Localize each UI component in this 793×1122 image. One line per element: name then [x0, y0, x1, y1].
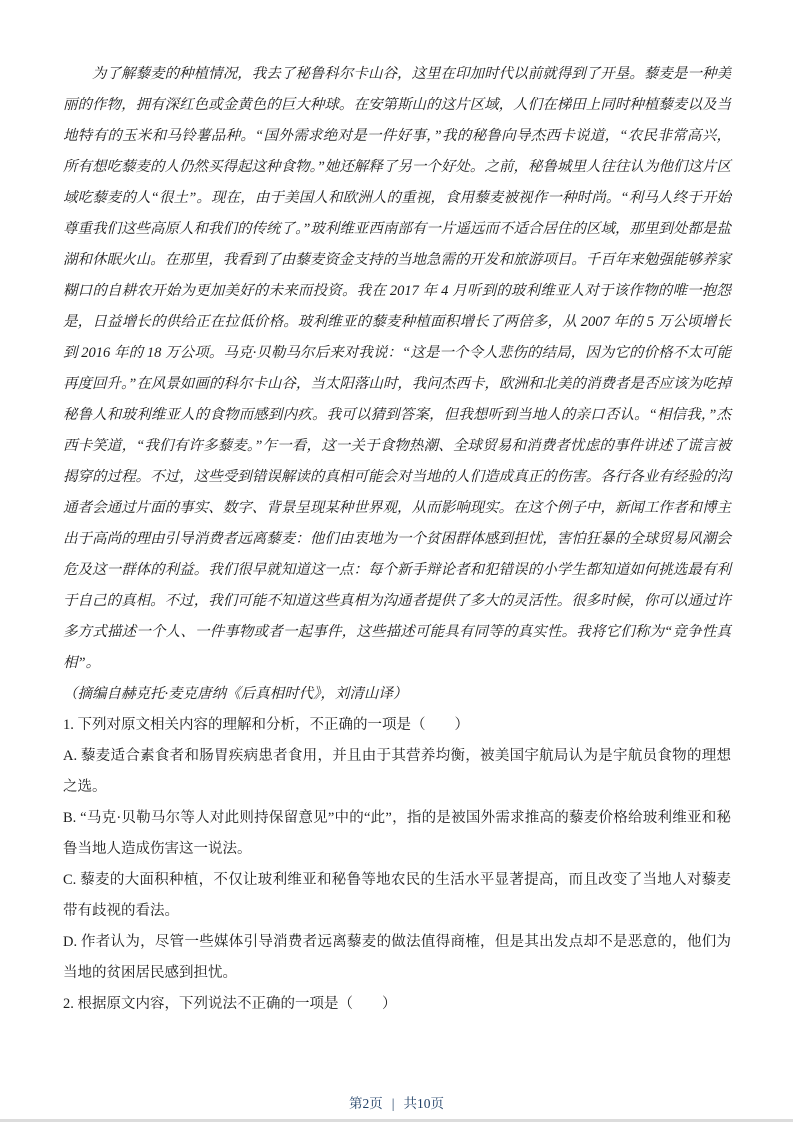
- passage-attribution: （摘编自赫克托·麦克唐纳《后真相时代》，刘清山译）: [63, 686, 408, 702]
- exam-content: [63, 59, 731, 1020]
- page-number: 第2页: [349, 1096, 383, 1111]
- question-1-option-c: C. 藜麦的大面积种植，不仅让玻利维亚和秘鲁等地农民的生活水平显著提高，而且改变了当地人对藜麦带有歧视的看法。: [63, 872, 731, 919]
- question-1: [63, 710, 731, 989]
- question-2: [63, 989, 731, 1020]
- question-1-option-b: B. “马克·贝勒马尔等人对此则持保留意见”中的“此”，指的是被国外需求推高的藜麦价格给玻利维亚和秘鲁当地人造成伤害这一说法。: [63, 810, 731, 857]
- question-1-option-d: D. 作者认为，尽管一些媒体引导消费者远离藜麦的做法值得商榷，但是其出发点却不是恶意的，他们为当地的贫困居民感到担忧。: [63, 934, 731, 981]
- footer-separator: |: [391, 1096, 395, 1111]
- page-footer: [0, 1092, 793, 1112]
- question-2-stem: 2. 根据原文内容，下列说法不正确的一项是（ ）: [63, 996, 397, 1012]
- question-1-option-a: A. 藜麦适合素食者和肠胃疾病患者食用，并且由于其营养均衡，被美国宇航局认为是宇航员食物的理想之选。: [63, 748, 731, 795]
- question-1-stem: 1. 下列对原文相关内容的理解和分析，不正确的一项是（ ）: [63, 717, 469, 733]
- page-total: 共10页: [403, 1096, 444, 1111]
- passage-paragraph: 为了解藜麦的种植情况，我去了秘鲁科尔卡山谷，这里在印加时代以前就得到了开垦。藜麦是一种美丽的作物，拥有深红色或金黄色的巨大种球。在安第斯山的这片区域，人们在梯田上同时种植藜麦以及当地特有的玉米和马铃薯品种。“国外需求绝对是一件好事，”我的秘鲁向导杰西卡说道，“农民非常高兴，所有想吃藜麦的人仍然买得起这种食物。”她还解释了另一个好处。之前，秘鲁城里人往往认为他们这片区域吃藜麦的人“很土”。现在，由于美国人和欧洲人的重视，食用藜麦被视作一种时尚。“利马人终于开始尊重我们这些高原人和我们的传统了。”玻利维亚西南部有一片遥远而不适合居住的区域，那里到处都是盐湖和休眠火山。在那里，我看到了由藜麦资金支持的当地急需的开发和旅游项目。千百年来勉强能够养家糊口的自耕农开始为更加美好的未来而投资。我在 2017 年 4 月听到的玻利维亚人对于该作物的唯一抱怨是，日益增长的供给正在拉低价格。玻利维亚的藜麦种植面积增长了两倍多，从 2007 年的 5 万公顷增长到 2016 年的 18 万公项。马克·贝勒马尔后来对我说：“这是一个令人悲伤的结局，因为它的价格不太可能再度回升。”在风景如画的科尔卡山谷，当太阳落山时，我问杰西卡，欧洲和北美的消费者是否应该为吃掉秘鲁人和玻利维亚人的食物而感到内疚。我可以猜到答案，但我想听到当地人的亲口否认。“相信我，”杰西卡笑道，“我们有许多藜麦。”乍一看，这一关于食物热潮、全球贸易和消费者忧虑的事件讲述了谎言被揭穿的过程。不过，这些受到错误解读的真相可能会对当地的人们造成真正的伤害。各行各业有经验的沟通者会通过片面的事实、数字、背景呈现某种世界观，从而影响现实。在这个例子中，新闻工作者和博主出于高尚的理由引导消费者远离藜麦：他们由衷地为一个贫困群体感到担忧，害怕狂暴的全球贸易风潮会危及这一群体的利益。我们很早就知道这一点：每个新手辩论者和犯错误的小学生都知道如何挑选最有利于自己的真相。不过，我们可能不知道这些真相为沟通者提供了多大的灵活性。很多时候，你可以通过许多方式描述一个人、一件事物或者一起事件，这些描述可能具有同等的真实性。我将它们称为“竞争性真相”。: [63, 66, 731, 671]
